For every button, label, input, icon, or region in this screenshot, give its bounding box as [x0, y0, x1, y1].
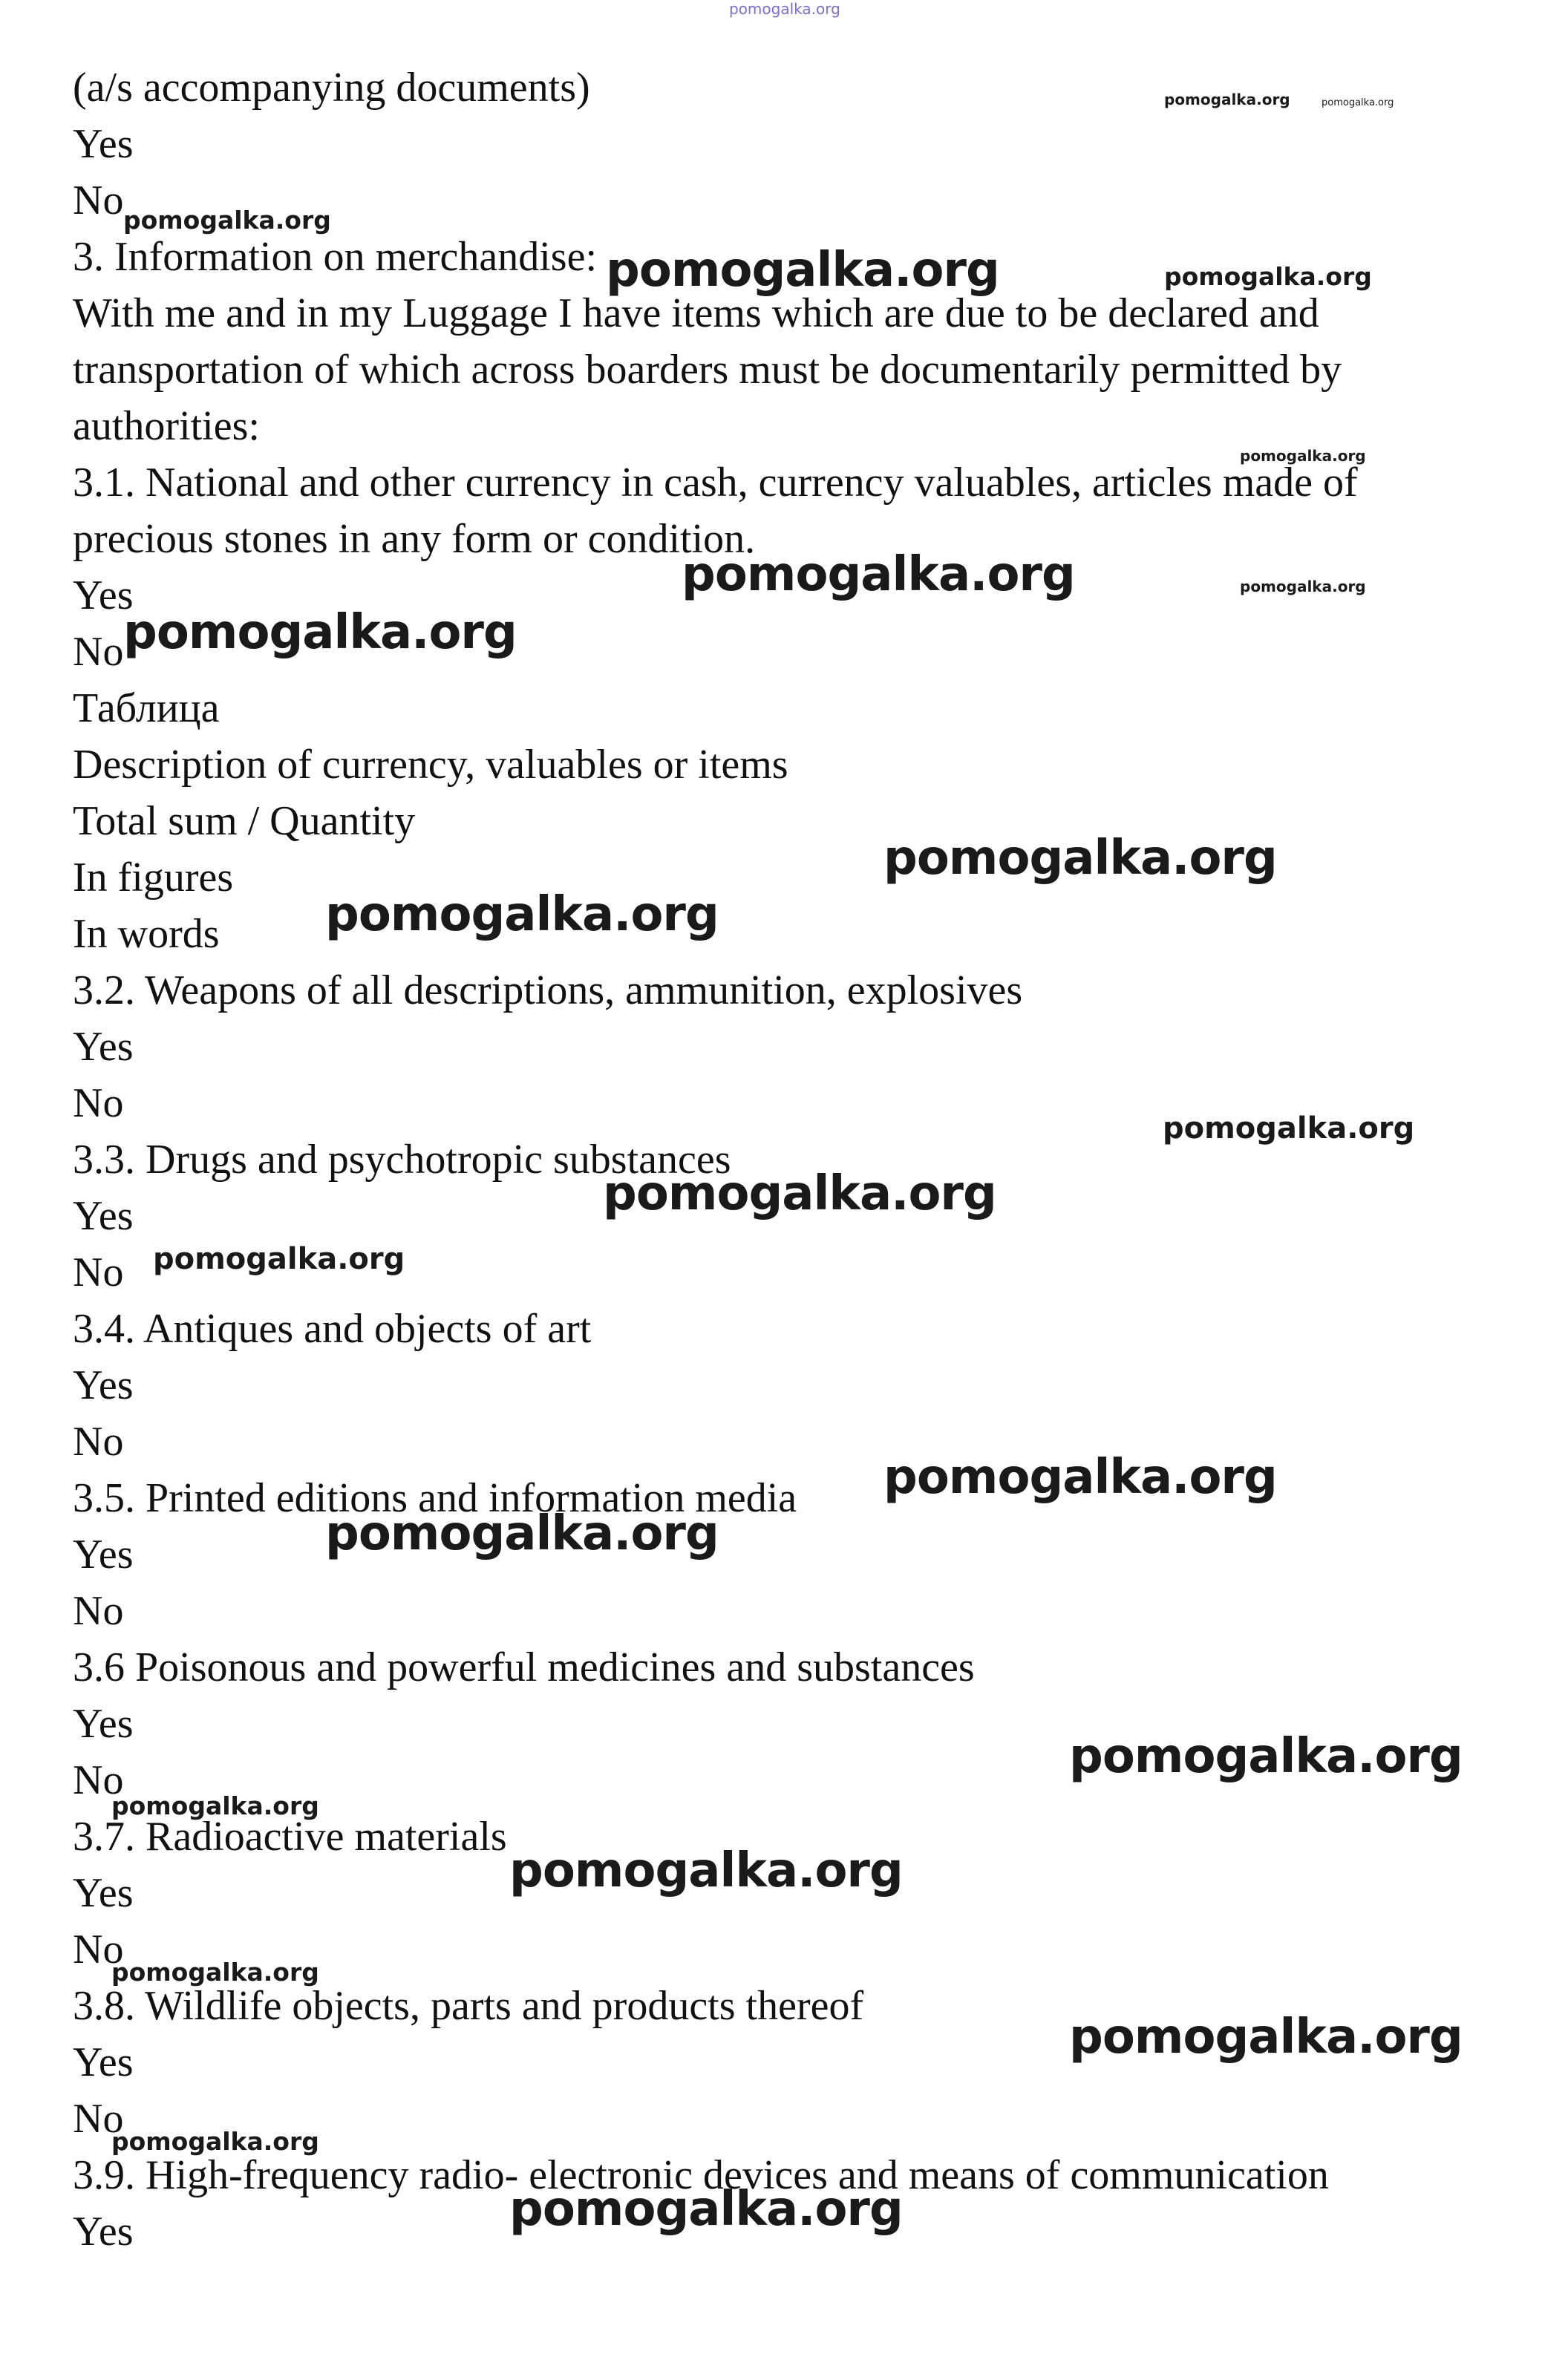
watermark: pomogalka.org — [606, 243, 999, 298]
watermark: pomogalka.org — [1164, 91, 1290, 108]
section-3-6-no: No — [73, 1757, 124, 1803]
watermark: pomogalka.org — [123, 605, 517, 660]
watermark: pomogalka.org — [1240, 578, 1366, 595]
section-3-paragraph-line-2: transportation of which across boarders must be documentarily permitted by — [73, 347, 1342, 393]
table-header-in-figures: In figures — [73, 854, 234, 901]
section-3-3-no: No — [73, 1249, 124, 1295]
section-3-6-yes: Yes — [73, 1701, 134, 1747]
section-3-7-no: No — [73, 1927, 124, 1973]
doc-line-yes: Yes — [73, 121, 134, 167]
watermark: pomogalka.org — [1322, 97, 1394, 108]
section-3-1-heading-line-1: 3.1. National and other currency in cash, currency valuables, articles made of — [73, 460, 1358, 506]
section-3-paragraph-line-1: With me and in my Luggage I have items which are due to be declared and — [73, 290, 1319, 336]
section-3-4-yes: Yes — [73, 1362, 134, 1408]
section-3-2-heading: 3.2. Weapons of all descriptions, ammunition, explosives — [73, 967, 1023, 1013]
section-3-6-heading: 3.6 Poisonous and powerful medicines and substances — [73, 1644, 975, 1690]
watermark: pomogalka.org — [1069, 1729, 1463, 1784]
watermark: pomogalka.org — [883, 831, 1277, 886]
section-3-8-no: No — [73, 2096, 124, 2142]
section-3-8-yes: Yes — [73, 2039, 134, 2085]
section-3-2-yes: Yes — [73, 1024, 134, 1070]
watermark: pomogalka.org — [883, 1450, 1277, 1505]
watermark: pomogalka.org — [1163, 1111, 1415, 1146]
watermark: pomogalka.org — [111, 2127, 319, 2156]
section-3-heading: 3. Information on merchandise: — [73, 234, 598, 280]
section-3-1-no: No — [73, 629, 124, 675]
section-3-1-heading-line-2: precious stones in any form or condition. — [73, 516, 756, 562]
section-3-9-yes: Yes — [73, 2209, 134, 2255]
section-3-9-heading: 3.9. High-frequency radio- electronic devices and means of communication — [73, 2152, 1329, 2198]
doc-line-no: No — [73, 177, 124, 223]
watermark: pomogalka.org — [509, 1843, 903, 1898]
section-3-5-yes: Yes — [73, 1532, 134, 1578]
watermark: pomogalka.org — [123, 206, 331, 235]
watermark: pomogalka.org — [509, 2182, 903, 2237]
section-3-1-yes: Yes — [73, 572, 134, 618]
watermark: pomogalka.org — [111, 1791, 319, 1820]
section-3-3-heading: 3.3. Drugs and psychotropic substances — [73, 1137, 731, 1183]
section-3-5-heading: 3.5. Printed editions and information media — [73, 1475, 797, 1521]
section-3-4-no: No — [73, 1419, 124, 1465]
table-header-description: Description of currency, valuables or items — [73, 742, 788, 788]
watermark-header: pomogalka.org — [729, 0, 840, 18]
section-3-7-heading: 3.7. Radioactive materials — [73, 1814, 507, 1860]
section-3-2-no: No — [73, 1080, 124, 1126]
section-3-7-yes: Yes — [73, 1870, 134, 1916]
watermark: pomogalka.org — [325, 1506, 719, 1561]
watermark: pomogalka.org — [1240, 447, 1366, 465]
section-3-4-heading: 3.4. Antiques and objects of art — [73, 1306, 592, 1352]
section-3-5-no: No — [73, 1588, 124, 1634]
section-3-3-yes: Yes — [73, 1193, 134, 1239]
doc-line-accompanying-docs: (a/s accompanying documents) — [73, 65, 590, 111]
watermark: pomogalka.org — [603, 1166, 996, 1221]
section-3-8-heading: 3.8. Wildlife objects, parts and products thereof — [73, 1983, 864, 2029]
table-header-total: Total sum / Quantity — [73, 798, 416, 844]
watermark: pomogalka.org — [153, 1242, 405, 1276]
watermark: pomogalka.org — [111, 1958, 319, 1987]
watermark: pomogalka.org — [325, 887, 719, 942]
watermark: pomogalka.org — [1164, 262, 1372, 291]
section-3-paragraph-line-3: authorities: — [73, 403, 260, 449]
watermark: pomogalka.org — [1069, 2010, 1463, 2065]
table-caption: Таблица — [73, 685, 220, 731]
table-header-in-words: In words — [73, 911, 220, 957]
watermark: pomogalka.org — [682, 547, 1075, 602]
